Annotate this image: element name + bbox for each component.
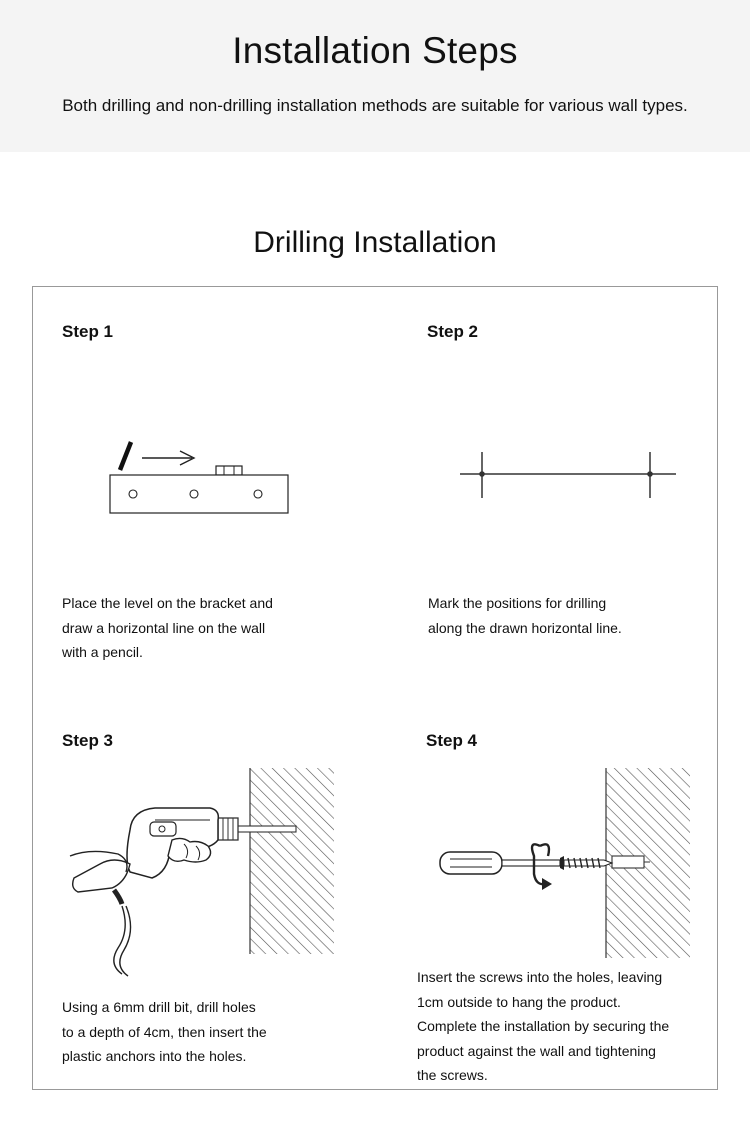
step-2-description: Mark the positions for drilling along the drawn horizontal line.: [428, 595, 622, 636]
step-1-description: Place the level on the bracket and draw a horizontal line on the wall with a pencil.: [62, 595, 273, 660]
step-2-label: Step 2: [427, 322, 479, 341]
bracket-level-pencil-illustration: [100, 430, 300, 520]
hand-drill-into-wall-illustration: [60, 760, 340, 982]
section-title: Drilling Installation: [253, 226, 497, 259]
step-3-description: Using a 6mm drill bit, drill holes to a depth of 4cm, then insert the plastic anchors into the holes.: [62, 999, 267, 1064]
marked-horizontal-line-illustration: [458, 448, 680, 503]
step-1-label: Step 1: [62, 322, 114, 341]
page-subtitle: Both drilling and non-drilling installation methods are suitable for various wall types.: [62, 96, 688, 115]
screwdriver-screw-into-wall-illustration: [436, 760, 696, 965]
step-3-label: Step 3: [62, 731, 114, 750]
step-4-description: Insert the screws into the holes, leaving 1cm outside to hang the product. Complete the installation by securing the product against the wall and tightening the screws.: [417, 969, 670, 1083]
header: [0, 0, 750, 152]
step-4-label: Step 4: [426, 731, 478, 750]
page-title: Installation Steps: [232, 30, 518, 71]
